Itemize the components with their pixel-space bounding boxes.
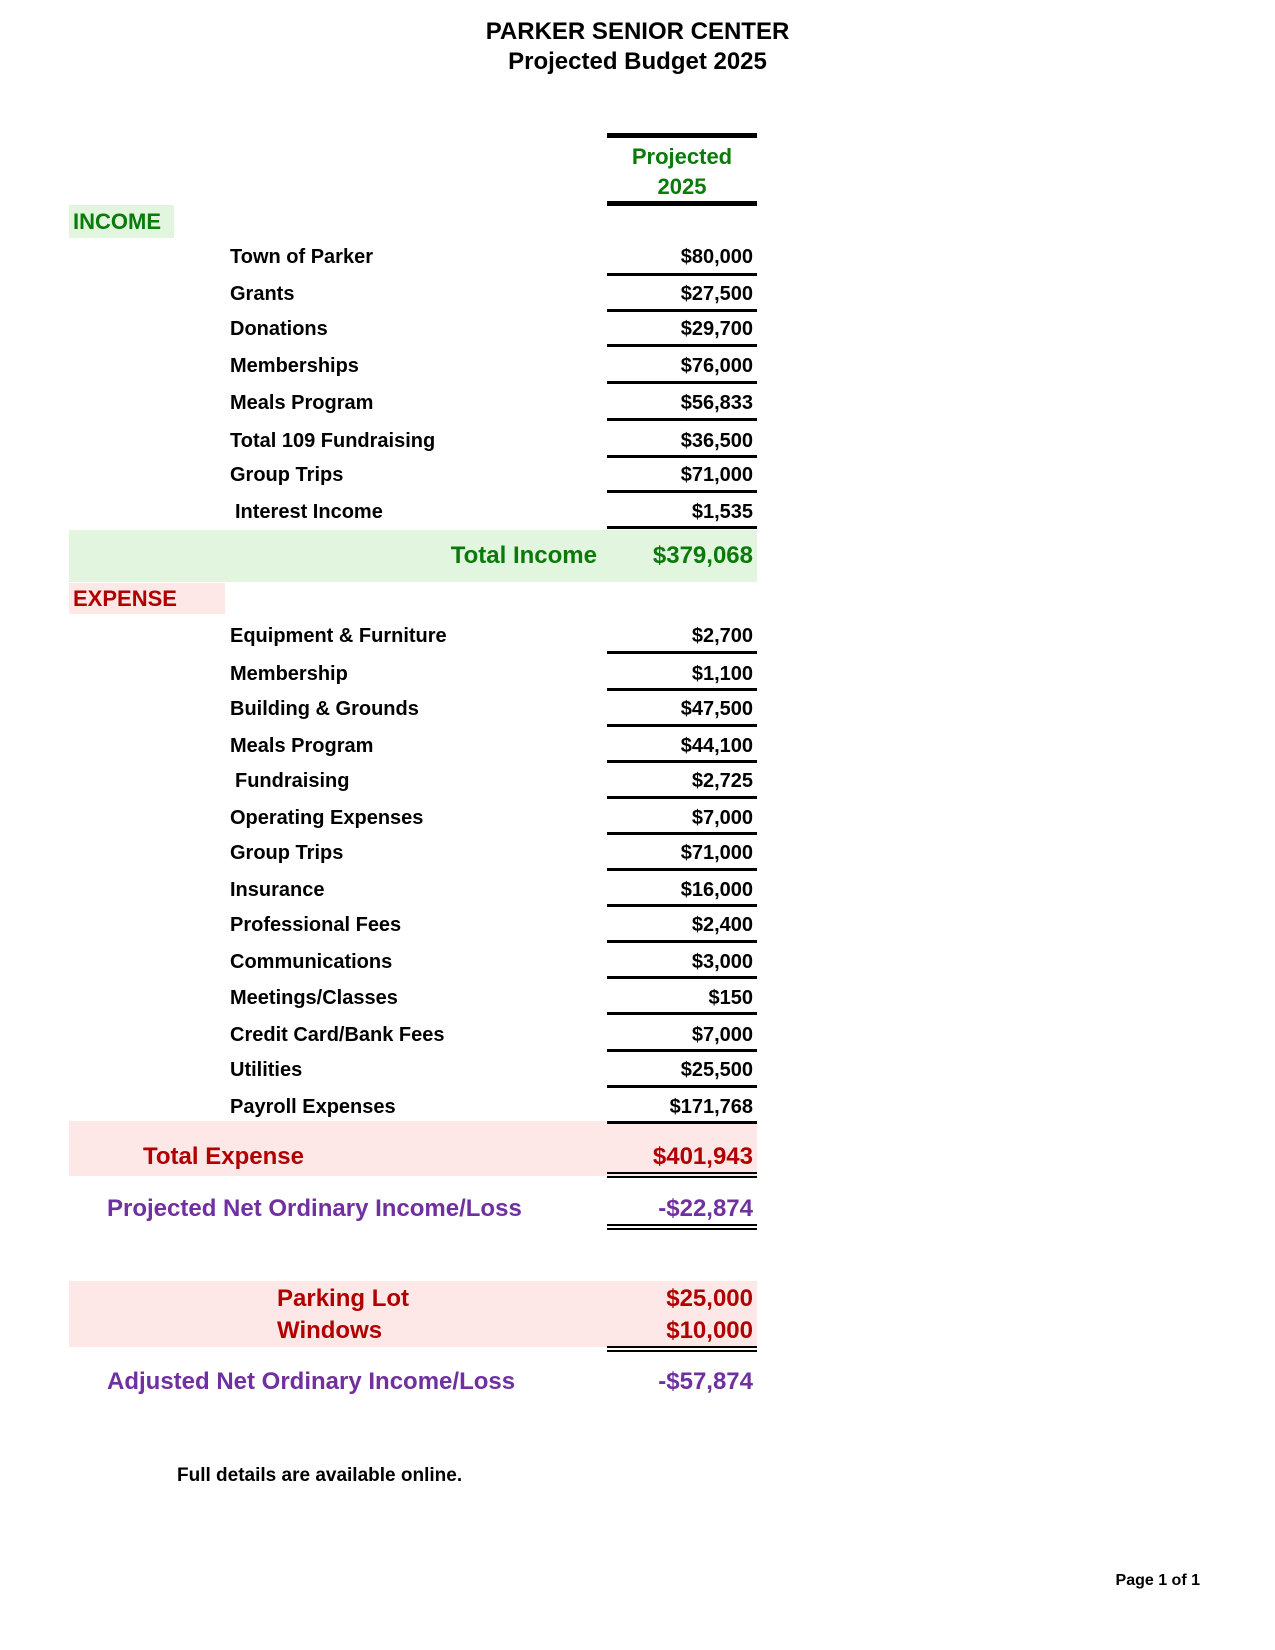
expense-item-label: Group Trips: [230, 842, 344, 864]
expense-item-label: Payroll Expenses: [230, 1096, 396, 1118]
column-header-bottom-rule: [607, 201, 757, 206]
row-rule: [607, 490, 757, 493]
expense-item-label: Utilities: [230, 1059, 303, 1081]
row-rule: [607, 1049, 757, 1052]
row-rule: [607, 344, 757, 347]
expense-item-value: $16,000: [680, 879, 753, 901]
document-title: Projected Budget 2025: [508, 48, 767, 75]
row-rule: [607, 868, 757, 871]
capital-item-label: Parking Lot: [277, 1285, 410, 1312]
expense-item-label: Communications: [230, 951, 393, 973]
expense-item-value: $25,500: [680, 1059, 753, 1081]
expense-item-label: Operating Expenses: [230, 807, 424, 829]
capital-items-double-rule: [607, 1346, 757, 1352]
total-income-value: $379,068: [652, 542, 753, 569]
income-item-label: Memberships: [230, 355, 359, 377]
row-rule: [607, 418, 757, 421]
income-item-label: Donations: [230, 318, 328, 340]
income-section-label: INCOME: [69, 205, 174, 238]
row-rule: [607, 760, 757, 763]
income-item-label: Meals Program: [230, 392, 374, 414]
row-rule: [607, 381, 757, 384]
income-item-value: $80,000: [680, 246, 753, 268]
expense-item-value: $150: [708, 987, 753, 1009]
income-item-value: $1,535: [691, 501, 753, 523]
income-item-value: $36,500: [680, 430, 753, 452]
row-rule: [607, 724, 757, 727]
adjusted-net-label: Adjusted Net Ordinary Income/Loss: [107, 1368, 516, 1395]
projected-net-double-rule: [607, 1224, 757, 1230]
row-rule: [607, 1085, 757, 1088]
expense-item-label: Fundraising: [235, 770, 350, 792]
total-expense-double-rule: [607, 1172, 757, 1178]
expense-item-label: Equipment & Furniture: [230, 625, 447, 647]
income-item-label: Interest Income: [235, 501, 383, 523]
projected-net-value: -$22,874: [658, 1195, 753, 1222]
footer-note: Full details are available online.: [177, 1465, 463, 1486]
capital-item-value: $10,000: [666, 1317, 753, 1344]
income-item-label: Grants: [230, 283, 295, 305]
expense-item-value: $171,768: [669, 1096, 753, 1118]
column-header-line2: 2025: [657, 174, 707, 199]
expense-item-value: $7,000: [691, 807, 753, 829]
row-rule: [607, 904, 757, 907]
row-rule: [607, 1121, 757, 1124]
expense-section-label: EXPENSE: [69, 583, 225, 614]
row-rule: [607, 309, 757, 312]
income-item-label: Town of Parker: [230, 246, 373, 268]
projected-net-label: Projected Net Ordinary Income/Loss: [107, 1195, 522, 1222]
row-rule: [607, 688, 757, 691]
column-header-line1: Projected: [631, 144, 733, 169]
expense-item-label: Meetings/Classes: [230, 987, 398, 1009]
total-expense-value: $401,943: [652, 1143, 753, 1170]
expense-item-label: Insurance: [230, 879, 325, 901]
adjusted-net-value: -$57,874: [658, 1368, 753, 1395]
expense-item-value: $1,100: [691, 663, 753, 685]
expense-item-value: $2,725: [691, 770, 753, 792]
income-item-value: $76,000: [680, 355, 753, 377]
income-item-label: Total 109 Fundraising: [230, 430, 436, 452]
row-rule: [607, 796, 757, 799]
expense-item-label: Credit Card/Bank Fees: [230, 1024, 445, 1046]
row-rule: [607, 651, 757, 654]
row-rule: [607, 976, 757, 979]
total-expense-label: Total Expense: [143, 1143, 304, 1170]
page-number: Page 1 of 1: [1115, 1572, 1200, 1589]
column-header-top-rule: [607, 133, 757, 138]
expense-item-label: Membership: [230, 663, 348, 685]
expense-item-value: $71,000: [680, 842, 753, 864]
income-item-value: $27,500: [680, 283, 753, 305]
row-rule: [607, 526, 757, 529]
row-rule: [607, 832, 757, 835]
expense-item-value: $7,000: [691, 1024, 753, 1046]
income-item-value: $29,700: [680, 318, 753, 340]
capital-item-value: $25,000: [666, 1285, 753, 1312]
expense-item-label: Building & Grounds: [230, 698, 419, 720]
capital-item-label: Windows: [277, 1317, 383, 1344]
row-rule: [607, 455, 757, 458]
expense-item-value: $2,700: [691, 625, 753, 647]
org-name: PARKER SENIOR CENTER: [485, 18, 790, 45]
expense-item-value: $47,500: [680, 698, 753, 720]
row-rule: [607, 1012, 757, 1015]
row-rule: [607, 940, 757, 943]
income-item-value: $56,833: [680, 392, 753, 414]
expense-item-value: $2,400: [691, 914, 753, 936]
column-header: [607, 142, 757, 202]
row-rule: [607, 273, 757, 276]
income-item-label: Group Trips: [230, 464, 344, 486]
total-income-label: Total Income: [450, 542, 597, 569]
expense-item-label: Meals Program: [230, 735, 374, 757]
expense-item-label: Professional Fees: [230, 914, 402, 936]
income-item-value: $71,000: [680, 464, 753, 486]
expense-item-value: $3,000: [691, 951, 753, 973]
expense-item-value: $44,100: [680, 735, 753, 757]
